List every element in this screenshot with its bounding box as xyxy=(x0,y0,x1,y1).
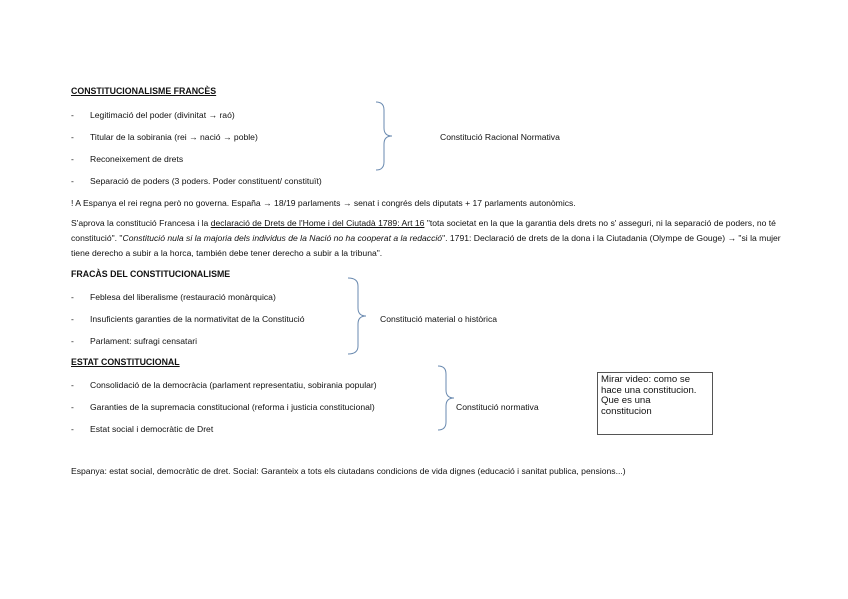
bullet-marker: - xyxy=(71,176,74,186)
right-brace-icon xyxy=(372,100,396,172)
section-heading-estat-constitucional: ESTAT CONSTITUCIONAL xyxy=(71,357,180,367)
paragraph-text: "tota societat en la que la garantia dels drets no s' asseguri, ni la separació de poders, no té constitució". " xyxy=(71,218,776,243)
bullet-marker: - xyxy=(71,402,74,412)
list-item: Feblesa del liberalisme (restauració monàrquica) xyxy=(90,292,276,302)
bullet-marker: - xyxy=(71,110,74,120)
bullet-marker: - xyxy=(71,154,74,164)
note-box xyxy=(597,372,713,435)
note-box-line: constitucion xyxy=(601,405,652,417)
list-item: Parlament: sufragi censatari xyxy=(90,336,197,346)
bullet-marker: - xyxy=(71,336,74,346)
section-heading-constitucionalisme-frances: CONSTITUCIONALISME FRANCÈS xyxy=(71,86,217,96)
section-heading-fracas: FRACÀS DEL CONSTITUCIONALISME xyxy=(71,269,231,279)
bullet-marker: - xyxy=(71,132,74,142)
list-item: Garanties de la supremacia constitucional (reforma i justicia constitucional) xyxy=(90,402,375,412)
brace-label-normativa: Constitució normativa xyxy=(456,402,539,412)
list-item: Consolidació de la democràcia (parlament representatiu, sobirania popular) xyxy=(90,380,377,390)
note-box-line: hace una constitucion. xyxy=(601,384,697,396)
list-item: Estat social i democràtic de Dret xyxy=(90,424,214,434)
note-box-line: Que es una xyxy=(601,395,651,406)
paragraph-text: ". 1791: Declaració de drets de la dona i la Ciutadania (Olympe de Gouge) → "si la mujer tiene derecho a subir a la horca, también debe tener derecho a subir a la tribuna". xyxy=(71,233,781,258)
right-brace-icon xyxy=(344,276,370,356)
list-item: Titular de la sobirania (rei → nació → poble) xyxy=(90,132,258,142)
footer-estat-social: Espanya: estat social, democràtic de dret. Social: Garanteix a tots els ciutadans condicions de vida dignes (educació i sanitat publica, pensions...) xyxy=(71,466,626,476)
note-spain: ! A Espanya el rei regna però no governa. España → 18/19 parlaments → senat i congrés dels diputats + 17 parlaments autonòmics. xyxy=(71,198,576,208)
italic-quote: Constitució nula si la majoria dels individus de la Nació no ha cooperat a la redacció xyxy=(122,233,443,243)
bullet-marker: - xyxy=(71,424,74,434)
bullet-marker: - xyxy=(71,292,74,302)
declaration-link-text: declaració de Drets de l'Home i del Ciutadà 1789: Art 16 xyxy=(210,218,425,228)
paragraph-text: S'aprova la constitució Francesa i la xyxy=(71,218,211,228)
brace-label-material-historica: Constitució material o històrica xyxy=(380,314,498,324)
brace-label-racional-normativa: Constitució Racional Normativa xyxy=(440,132,560,142)
note-box-line: Mirar video: como se xyxy=(601,374,691,385)
list-item: Reconeixement de drets xyxy=(90,154,184,164)
list-item: Insuficients garanties de la normativitat de la Constitució xyxy=(90,314,305,324)
bullet-marker: - xyxy=(71,314,74,324)
list-item: Separació de poders (3 poders. Poder constituent/ constituït) xyxy=(90,176,322,186)
right-brace-icon xyxy=(434,364,458,432)
paragraph-declaration xyxy=(71,216,781,261)
list-item: Legitimació del poder (divinitat → raó) xyxy=(90,110,235,120)
bullet-marker: - xyxy=(71,380,74,390)
